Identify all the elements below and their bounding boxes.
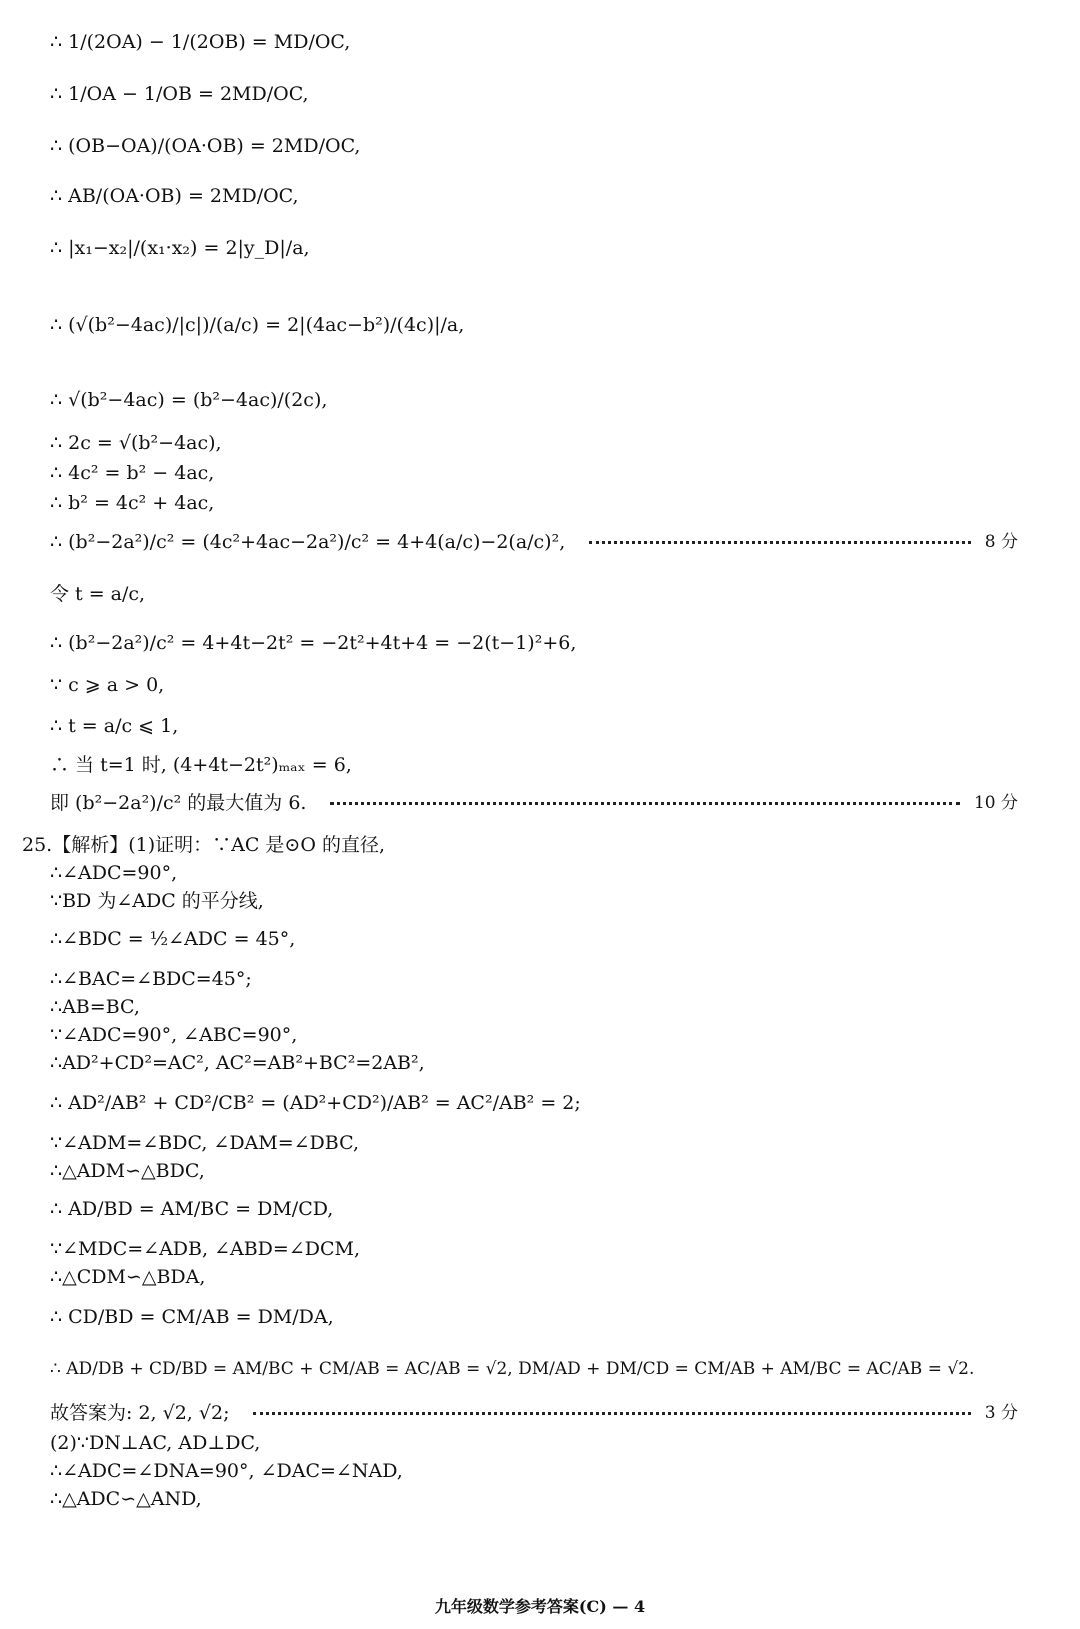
math-expression: ∴AD²+CD²=AC², AC²=AB²+BC²=2AB², [50, 1051, 425, 1074]
math-expression: ∴ |x₁−x₂|/(x₁·x₂) = 2|y_D|/a, [50, 236, 310, 259]
solution-line [0, 72, 1080, 116]
math-expression: ∴△ADM∽△BDC, [50, 1159, 205, 1182]
math-expression: ∴ 1/OA − 1/OB = 2MD/OC, [50, 82, 309, 105]
math-expression: ∴ (b²−2a²)/c² = 4+4t−2t² = −2t²+4t+4 = −2(t−1)²+6, [50, 631, 577, 654]
solution-line [0, 888, 1080, 914]
solution-line [0, 430, 1080, 456]
solution-line [0, 994, 1080, 1020]
math-expression: ∴ (√(b²−4ac)/|c|)/(a/c) = 2|(4ac−b²)/(4c)|/a, [50, 313, 465, 336]
score-mark: 3 分 [984, 1402, 1018, 1423]
solution-line [0, 1022, 1080, 1048]
leader-dots [330, 802, 959, 805]
question-heading [0, 832, 1080, 858]
leader-dots [253, 1412, 970, 1415]
math-expression: ∴ (b²−2a²)/c² = (4c²+4ac−2a²)/c² = 4+4(a/c)−2(a/c)², [50, 530, 566, 553]
math-expression: ∴AB=BC, [50, 995, 140, 1018]
math-expression: ∴ AB/(OA·OB) = 2MD/OC, [50, 184, 299, 207]
solution-line [0, 124, 1080, 168]
math-expression: ∴∠ADC=∠DNA=90°, ∠DAC=∠NAD, [50, 1459, 403, 1482]
solution-line [0, 672, 1080, 698]
math-expression: ∴∠ADC=90°, [50, 861, 178, 884]
solution-line [0, 1400, 1080, 1426]
solution-line [0, 290, 1080, 360]
math-expression: 故答案为: 2, √2, √2; [50, 1401, 230, 1424]
solution-line [0, 226, 1080, 270]
math-expression: ∴∠BAC=∠BDC=45°; [50, 967, 252, 990]
solution-line [0, 860, 1080, 886]
solution-line [0, 752, 1080, 778]
solution-line [0, 1158, 1080, 1184]
math-expression: (2)∵DN⊥AC, AD⊥DC, [50, 1431, 261, 1454]
solution-line [0, 20, 1080, 64]
math-expression: ∵∠ADM=∠BDC, ∠DAM=∠DBC, [50, 1131, 360, 1154]
math-expression: ∴ 当 t=1 时, (4+4t−2t²)ₘₐₓ = 6, [50, 753, 352, 776]
question-25-heading: 25.【解析】(1)证明：∵AC 是⊙O 的直径, [22, 833, 386, 856]
math-expression: ∴ 4c² = b² − 4ac, [50, 461, 215, 484]
solution-line [0, 782, 1080, 824]
math-expression: ∴ AD/BD = AM/BC = DM/CD, [50, 1197, 334, 1220]
leader-dots [589, 541, 971, 544]
math-expression: 即 (b²−2a²)/c² 的最大值为 6. [50, 791, 307, 814]
solution-line [0, 1050, 1080, 1076]
solution-line [0, 1130, 1080, 1156]
math-expression: ∴ t = a/c ⩽ 1, [50, 714, 179, 737]
solution-line [0, 518, 1080, 566]
math-expression: ∵∠MDC=∠ADB, ∠ABD=∠DCM, [50, 1237, 361, 1260]
score-mark: 8 分 [984, 531, 1018, 552]
solution-line [0, 1486, 1080, 1512]
math-expression: ∴△CDM∽△BDA, [50, 1265, 206, 1288]
solution-line [0, 378, 1080, 422]
solution-line [0, 1236, 1080, 1262]
score-mark: 10 分 [973, 792, 1018, 813]
solution-line [0, 918, 1080, 960]
solution-line [0, 460, 1080, 486]
solution-line [0, 1294, 1080, 1340]
solution-line [0, 574, 1080, 614]
math-expression: ∴ CD/BD = CM/AB = DM/DA, [50, 1305, 334, 1328]
math-expression: 令 t = a/c, [50, 582, 146, 605]
solution-line [0, 1186, 1080, 1232]
solution-line [0, 706, 1080, 746]
solution-line [0, 1346, 1080, 1392]
math-expression: ∴ (OB−OA)/(OA·OB) = 2MD/OC, [50, 134, 361, 157]
math-expression: ∴ AD²/AB² + CD²/CB² = (AD²+CD²)/AB² = AC²/AB² = 2; [50, 1091, 581, 1114]
math-expression: ∴ AD/DB + CD/BD = AM/BC + CM/AB = AC/AB = √2, DM/AD + DM/CD = CM/AB + AM/BC = AC/AB = √2. [50, 1358, 975, 1379]
solution-line [0, 622, 1080, 664]
solution-line [0, 1458, 1080, 1484]
math-expression: ∵∠ADC=90°, ∠ABC=90°, [50, 1023, 298, 1046]
solution-line [0, 1430, 1080, 1456]
solution-line [0, 1080, 1080, 1126]
math-expression: ∴∠BDC = ½∠ADC = 45°, [50, 927, 296, 950]
solution-line [0, 1264, 1080, 1290]
solution-line [0, 174, 1080, 218]
math-expression: ∵ c ⩾ a > 0, [50, 673, 165, 696]
math-expression: ∴ b² = 4c² + 4ac, [50, 491, 215, 514]
math-expression: ∴ 1/(2OA) − 1/(2OB) = MD/OC, [50, 30, 351, 53]
math-expression: ∴△ADC∽△AND, [50, 1487, 202, 1510]
page-footer: 九年级数学参考答案(C) — 4 [434, 1597, 646, 1616]
solution-line [0, 490, 1080, 516]
math-expression: ∴ √(b²−4ac) = (b²−4ac)/(2c), [50, 388, 328, 411]
math-expression: ∵BD 为∠ADC 的平分线, [50, 889, 264, 912]
math-expression: ∴ 2c = √(b²−4ac), [50, 431, 222, 454]
solution-line [0, 966, 1080, 992]
